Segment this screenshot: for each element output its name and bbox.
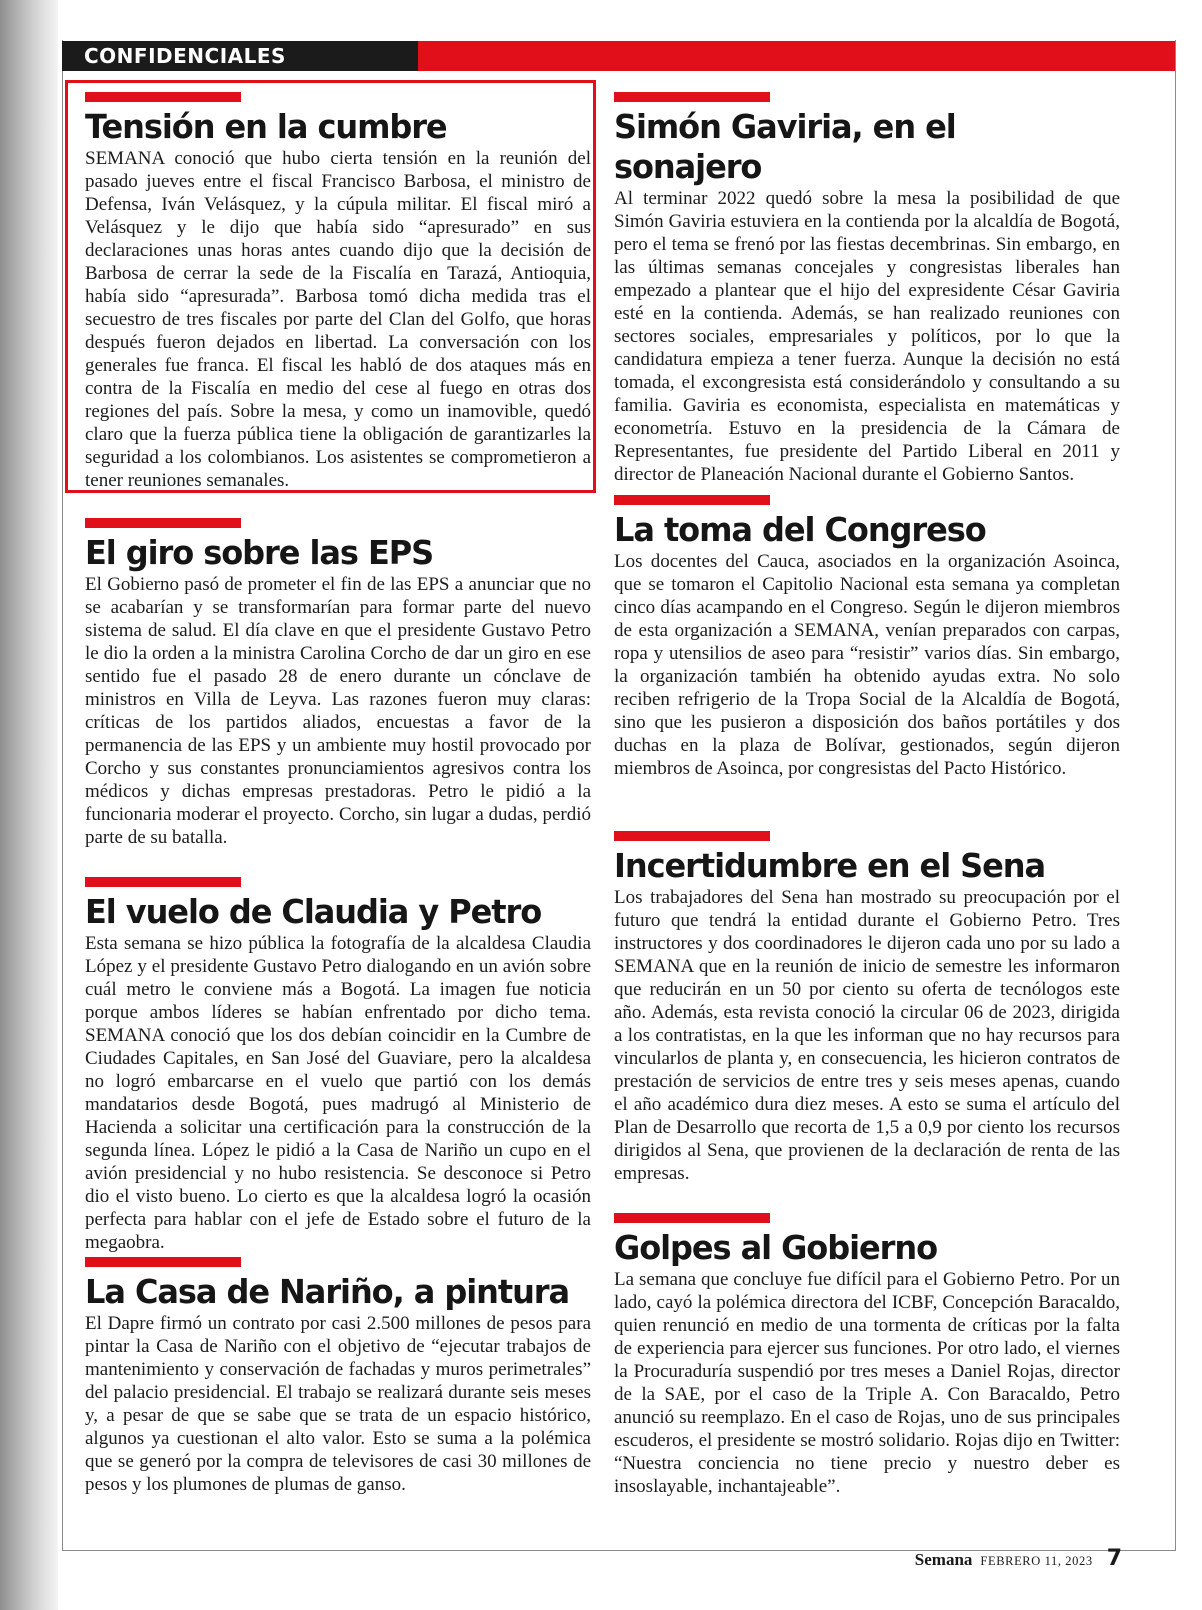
article-title: Tensión en la cumbre bbox=[85, 107, 447, 146]
article-accent-bar bbox=[85, 877, 241, 887]
article-body: Al terminar 2022 quedó sobre la mesa la posibilidad de que Simón Gaviria estuviera en la contienda por la alcaldía de Bogotá, pero el tema se frenó por las fiestas decembrinas. Sin embargo, en las últimas semanas concejales y congresistas liberales han empezado a plantear que el hijo del expresidente César Gaviria esté en la contienda. Además, se han realizado reuniones con sectores sociales, empresariales y políticos, por lo que la candidatura empieza a tener fuerza. Aunque la decisión no está tomada, el excongresista está considerándolo y consultando a su familia. Gaviria es economista, especialista en matemáticas y econometría. Estuvo en la presidencia de la Cámara de Representantes, fue presidente del Partido Liberal en 2011 y director de Planeación Nacional durante el Gobierno Santos. bbox=[614, 188, 1120, 485]
article-accent-bar bbox=[85, 1257, 241, 1267]
publication-name: Semana bbox=[914, 1550, 973, 1569]
article-body: La semana que concluye fue difícil para el Gobierno Petro. Por un lado, cayó la polémica directora del ICBF, Concepción Baracaldo, quien renunció en medio de una tormenta de críticas por la falta de experiencia para ejercer sus funciones. Por otro lado, el viernes la Procuraduría suspendió por tres meses a Daniel Rojas, director de la SAE, por el caso de la Triple A. Con Baracaldo, Petro anunció su reemplazo. En el caso de Rojas, uno de sus principales escuderos, el presidente se mostró solidario. Rojas dijo en Twitter: “Nuestra conciencia no tiene precio y nuestro deber es insoslayable, inchantajeable”. bbox=[614, 1269, 1120, 1497]
article-body: Los trabajadores del Sena han mostrado su preocupación por el futuro que tendrá la entidad durante el Gobierno Petro. Tres instructores y dos coordinadores le dijeron cada uno por su lado a SEMANA que en la reunión de inicio de semestre les informaron que reducirán en un 50 por ciento su oferta de tecnólogos este año. Además, esta revista conoció la circular 06 de 2023, dirigida a los contratistas, en la que les informan que no hay recursos para vincularlos de planta y, en consecuencia, les hicieron contratos de prestación de servicios de entre tres y seis meses apenas, cuando el año académico dura diez meses. A esto se suma el artículo del Plan de Desarrollo que recorta de 1,5 a 0,9 por ciento los recursos dirigidos al Sena, que provienen de la declaración de renta de las empresas. bbox=[614, 887, 1120, 1184]
section-header-bar bbox=[62, 41, 1175, 71]
section-title: CONFIDENCIALES bbox=[84, 44, 286, 68]
article-title: Golpes al Gobierno bbox=[614, 1228, 937, 1267]
article-accent-bar bbox=[614, 92, 770, 102]
article-title: Simón Gaviria, en el sonajero bbox=[614, 107, 956, 186]
section-header-red-block bbox=[418, 41, 1175, 71]
article-body: Los docentes del Cauca, asociados en la organización Asoinca, que se tomaron el Capitolio Nacional esta semana ya completan cinco días acampando en el Congreso. Según le dijeron miembros de esta organización a SEMANA, venían preparados con carpas, ropa y utensilios de aseo para “resistir” varios días. Sin embargo, la organización también ha obtenido ayudas extra. No solo reciben refrigerio de la Tropa Social de la Alcaldía de Bogotá, sino que les pusieron a disposición dos baños portátiles y dos duchas en la plaza de Bolívar, gestionados, según dijeron miembros de Asoinca, por congresistas del Pacto Histórico. bbox=[614, 551, 1120, 779]
article-body: SEMANA conoció que hubo cierta tensión en la reunión del pasado jueves entre el fiscal Francisco Barbosa, el ministro de Defensa, Iván Velásquez, y la cúpula militar. El fiscal miró a Velásquez y le dijo que había sido “apresurado” en sus declaraciones unas horas antes cuando dijo que la decisión de Barbosa de cerrar la sede de la Fiscalía en Tarazá, Antioquia, había sido “apresurada”. Barbosa tomó dicha medida tras el secuestro de tres fiscales por parte del Clan del Golfo, que horas después fueron dejados en libertad. La conversación con los generales fue franca. El fiscal les habló de dos ataques más en contra de la Fiscalía en medio del cese al fuego en otras dos regiones del país. Sobre la mesa, y como un inamovible, quedó claro que la fuerza pública tiene la obligación de garantizarles la seguridad a los colombianos. Los asistentes se comprometieron a tener reuniones semanales. bbox=[85, 148, 591, 491]
article-title: La Casa de Nariño, a pintura bbox=[85, 1272, 570, 1311]
article-accent-bar bbox=[85, 92, 241, 102]
article-body: El Dapre firmó un contrato por casi 2.500 millones de pesos para pintar la Casa de Nariño con el objetivo de “ejecutar trabajos de mantenimiento y conservación de fachadas y muros perimetrales” del palacio presidencial. El trabajo se realizará durante seis meses y, a pesar de que se sabe que se trata de un espacio histórico, algunos ya cuestionan el alto valor. Esto se suma a la polémica que se generó por la compra de televisores de casi 30 millones de pesos y los plumones de plumas de ganso. bbox=[85, 1313, 591, 1495]
article-accent-bar bbox=[614, 1213, 770, 1223]
article-title: La toma del Congreso bbox=[614, 510, 986, 549]
article-accent-bar bbox=[614, 831, 770, 841]
article-body: Esta semana se hizo pública la fotografía de la alcaldesa Claudia López y el presidente Gustavo Petro dialogando en un avión sobre cuál metro le conviene más a Bogotá. La imagen fue noticia porque ambos líderes se habían enfrentado por dicho tema. SEMANA conoció que los dos debían coincidir en la Cumbre de Ciudades Capitales, en San José del Guaviare, pero la alcaldesa no logró embarcarse en el vuelo que partió con los demás mandatarios desde Bogotá, pues madrugó al Ministerio de Hacienda a solicitar una certificación para la construcción de la segunda línea. López le pidió a la Casa de Nariño un cupo en el avión presidencial y no hubo resistencia. Se desconoce si Petro dio el visto bueno. Lo cierto es que la alcaldesa logró la ocasión perfecta para hablar con el jefe de Estado sobre el futuro de la megaobra. bbox=[85, 933, 591, 1253]
page-number: 7 bbox=[1106, 1546, 1122, 1571]
page-footer bbox=[915, 1546, 1122, 1578]
article-accent-bar bbox=[614, 495, 770, 505]
book-spine-shadow bbox=[0, 0, 58, 1610]
article-casa-narino-pintura bbox=[85, 1257, 591, 1496]
article-title: El vuelo de Claudia y Petro bbox=[85, 892, 542, 931]
article-title: El giro sobre las EPS bbox=[85, 533, 434, 572]
article-simon-gaviria bbox=[614, 92, 1120, 486]
issue-date: FEBRERO 11, 2023 bbox=[980, 1554, 1093, 1568]
article-body: El Gobierno pasó de prometer el fin de las EPS a anunciar que no se acabarían y se transformarían para formar parte del nuevo sistema de salud. El día clave en que el presidente Gustavo Petro le dio la orden a la ministra Carolina Corcho de dar un giro en ese sentido fue el pasado 28 de enero durante un cónclave de ministros en Villa de Leyva. Las razones fueron muy claras: críticas de los partidos aliados, encuestas a favor de la permanencia de las EPS y un ambiente muy hostil provocado por Corcho y sus constantes pronunciamientos agresivos contra los médicos y dichas empresas prestadoras. Petro le pidió a la funcionaria moderar el proyecto. Corcho, sin lugar a dudas, perdió parte de su batalla. bbox=[85, 574, 591, 848]
article-incertidumbre-sena bbox=[614, 831, 1120, 1185]
article-title: Incertidumbre en el Sena bbox=[614, 846, 1046, 885]
article-accent-bar bbox=[85, 518, 241, 528]
article-vuelo-claudia-petro bbox=[85, 877, 591, 1254]
article-toma-congreso bbox=[614, 495, 1120, 780]
article-giro-eps bbox=[85, 518, 591, 849]
article-tension-cumbre bbox=[85, 92, 591, 492]
article-golpes-gobierno bbox=[614, 1213, 1120, 1498]
